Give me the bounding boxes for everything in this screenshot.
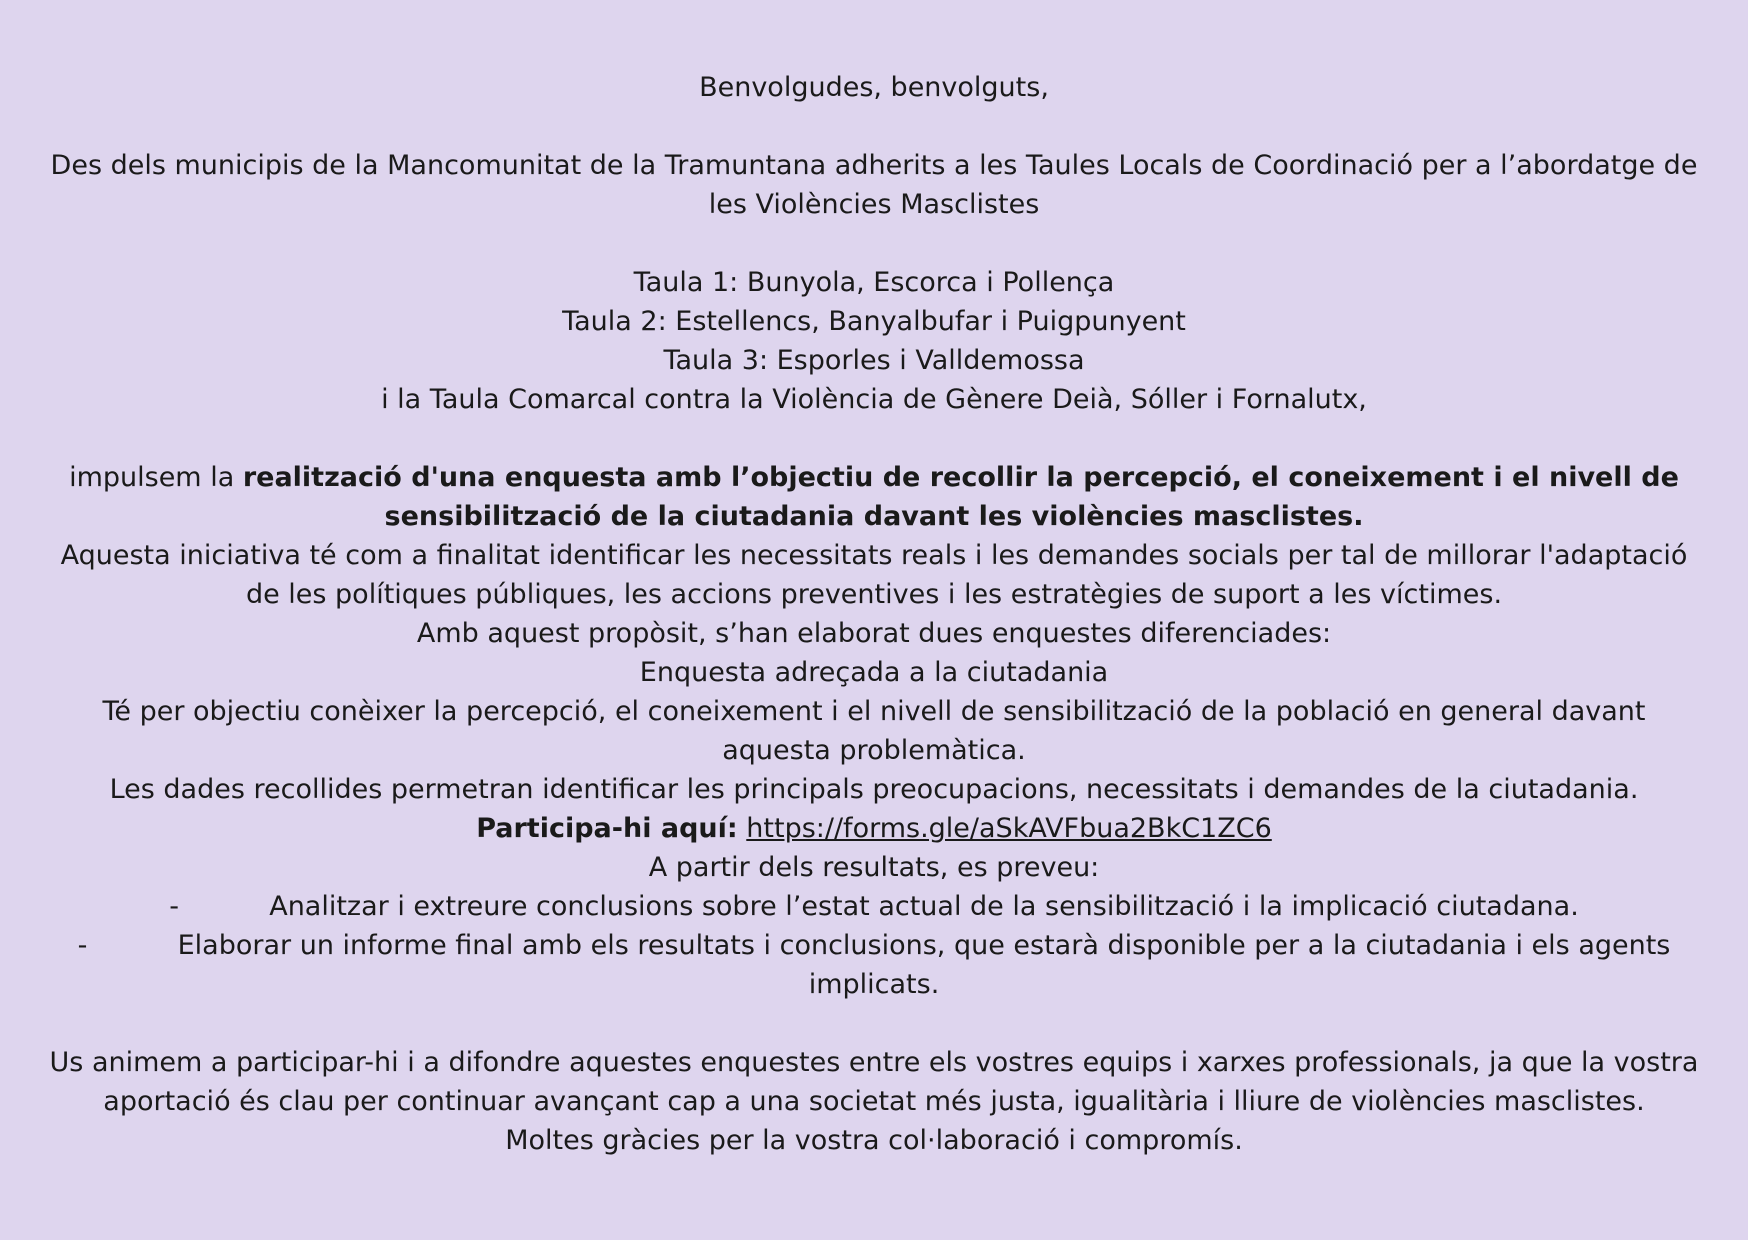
intro-paragraph: Des dels municipis de la Mancomunitat de la Tramuntana adherits a les Taules Locals de Coordinació per a l’abordatge de les Violències Masclistes	[50, 150, 1698, 220]
results-intro: A partir dels resultats, es preveu:	[648, 852, 1100, 883]
spacer	[46, 107, 1702, 146]
list-item	[46, 926, 1702, 1004]
table-line-3: Taula 3: Esporles i Valldemossa	[663, 345, 1085, 376]
initiative-paragraph: Aquesta iniciativa té com a finalitat identificar les necessitats reals i les demandes socials per tal de millorar l'adaptació de les polítiques públiques, les accions preventives i les estratègies de suport a les víctimes.	[60, 540, 1688, 610]
thanks-line: Moltes gràcies per la vostra col·laboració i compromís.	[505, 1125, 1243, 1156]
survey-link[interactable]: https://forms.gle/aSkAVFbua2BkC1ZC6	[746, 813, 1272, 844]
results-list	[46, 887, 1702, 1004]
bullet-text: Elaborar un informe final amb els resultats i conclusions, que estarà disponible per a la ciutadania i els agents implicats.	[177, 930, 1671, 1000]
bullet-dash: -	[169, 891, 179, 922]
impulse-paragraph	[46, 458, 1702, 536]
greeting: Benvolgudes, benvolguts,	[699, 72, 1049, 103]
impulse-prefix: impulsem la	[69, 462, 243, 493]
participate-line	[46, 809, 1702, 848]
table-line-1: Taula 1: Bunyola, Escorca i Pollença	[633, 267, 1115, 298]
bullet-dash: -	[77, 930, 88, 961]
table-line-comarcal: i la Taula Comarcal contra la Violència de Gènere Deià, Sóller i Fornalutx,	[381, 384, 1367, 415]
table-line-2: Taula 2: Estellencs, Banyalbufar i Puigpunyent	[562, 306, 1186, 337]
encourage-paragraph: Us animem a participar-hi i a difondre aquestes enquestes entre els vostres equips i xarxes professionals, ja que la vostra aportació és clau per continuar avançant cap a una societat més justa, igualitària i lliure de violències masclistes.	[49, 1047, 1699, 1117]
participate-label: Participa-hi aquí:	[476, 813, 738, 844]
survey-data: Les dades recollides permetran identificar les principals preocupacions, necessitats i demandes de la ciutadania.	[109, 774, 1639, 805]
survey-objective: Té per objectiu conèixer la percepció, el coneixement i el nivell de sensibilització de la població en general davant aquesta problemàtica.	[102, 696, 1646, 766]
impulse-bold-text: realització d'una enquesta amb l’objectiu de recollir la percepció, el coneixement i el nivell de sensibilització de la ciutadania davant les violències masclistes.	[242, 462, 1679, 532]
spacer	[46, 419, 1702, 458]
survey-title: Enquesta adreçada a la ciutadania	[639, 657, 1109, 688]
spacer	[46, 1004, 1702, 1043]
list-item	[46, 887, 1702, 926]
tables-list	[46, 263, 1702, 419]
bullet-text: Analitzar i extreure conclusions sobre l’estat actual de la sensibilització i la implicació ciutadana.	[269, 891, 1579, 922]
spacer	[46, 224, 1702, 263]
purpose-line: Amb aquest propòsit, s’han elaborat dues enquestes diferenciades:	[416, 618, 1332, 649]
